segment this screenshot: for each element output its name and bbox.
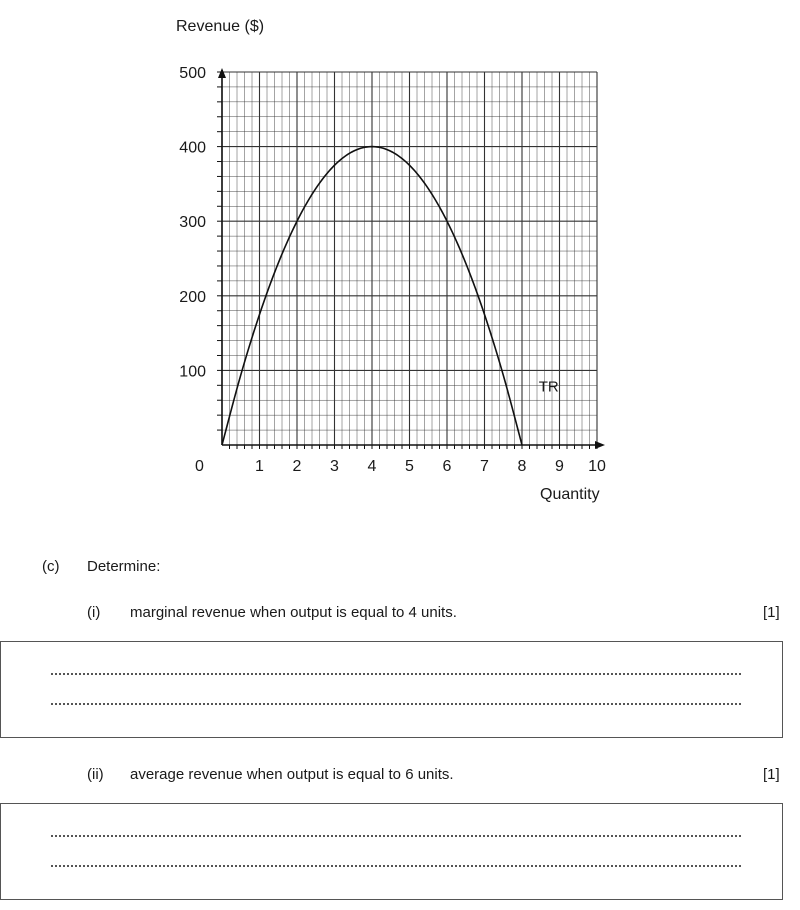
x-tick-label: 7 xyxy=(480,458,489,475)
answer-line xyxy=(51,703,741,705)
x-tick-label: 3 xyxy=(330,458,339,475)
item-i-label: (i) xyxy=(87,604,101,621)
y-tick-label: 200 xyxy=(179,288,206,306)
part-label: (c) xyxy=(42,558,60,575)
answer-line xyxy=(51,835,741,837)
x-tick-label: 6 xyxy=(442,458,452,475)
part-prompt: Determine: xyxy=(87,558,161,575)
curve-label-tr: TR xyxy=(538,378,559,396)
item-ii-label: (ii) xyxy=(87,766,104,783)
y-tick-label: 500 xyxy=(179,65,206,82)
x-tick-label: 5 xyxy=(405,458,414,475)
item-ii-text: average revenue when output is equal to 6 units. xyxy=(130,766,454,783)
answer-line xyxy=(51,865,741,867)
y-axis-label: Revenue ($) xyxy=(176,18,265,35)
answer-box-ii[interactable] xyxy=(0,803,783,900)
x-tick-label: 4 xyxy=(367,458,377,475)
x-axis-label: Quantity xyxy=(540,486,600,503)
tick-labels xyxy=(179,65,606,475)
x-tick-label: 9 xyxy=(555,458,564,475)
item-ii-marks: [1] xyxy=(763,766,780,783)
item-i-text: marginal revenue when output is equal to 4 units. xyxy=(130,604,457,621)
origin-label: 0 xyxy=(195,458,204,475)
y-axis-arrow xyxy=(218,68,226,78)
y-tick-label: 300 xyxy=(179,214,206,232)
y-tick-label: 400 xyxy=(179,139,206,157)
answer-line xyxy=(51,673,741,675)
x-tick-label: 10 xyxy=(588,458,606,475)
y-tick-label: 100 xyxy=(179,363,206,381)
x-tick-label: 8 xyxy=(517,458,527,475)
x-tick-label: 1 xyxy=(255,458,264,475)
x-tick-label: 2 xyxy=(292,458,302,475)
item-i-marks: [1] xyxy=(763,604,780,621)
answer-box-i[interactable] xyxy=(0,641,783,738)
